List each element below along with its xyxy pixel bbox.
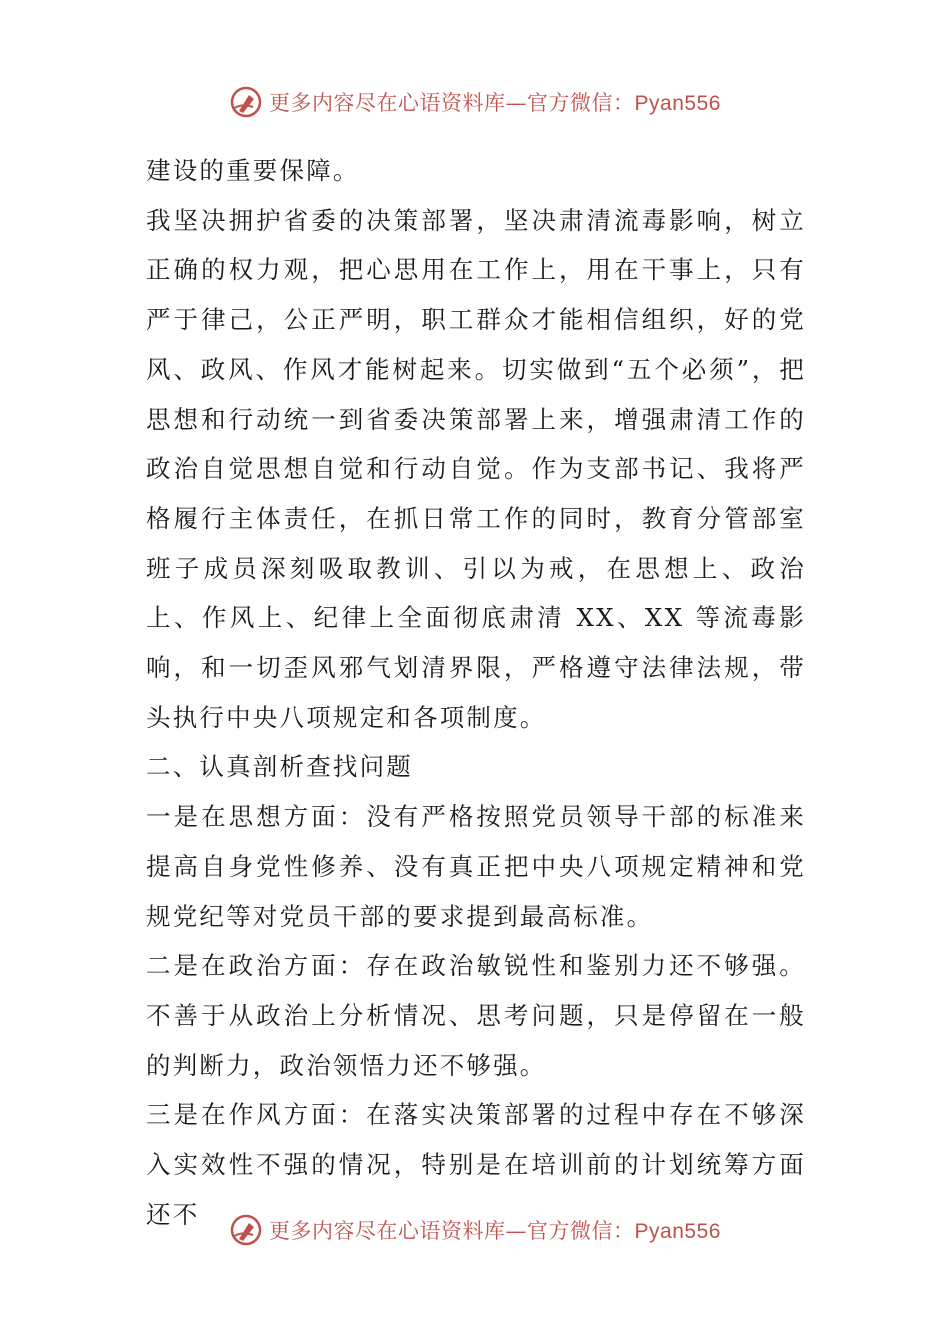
- paragraph: 三是在作风方面：在落实决策部署的过程中存在不够深入实效性不强的情况，特别是在培训前的计划统筹方面还不: [146, 1100, 806, 1229]
- section-heading: 二、认真剖析查找问题: [146, 752, 413, 782]
- paragraph: 二是在政治方面：存在政治敏锐性和鉴别力还不够强。不善于从政治上分析情况、思考问题，只是停留在一般的判断力，政治领悟力还不够强。: [146, 951, 806, 1080]
- pen-nib-circle-icon: [229, 85, 263, 119]
- watermark-text: 更多内容尽在心语资料库—官方微信：Pyan556: [269, 1219, 721, 1243]
- paragraph: 建设的重要保障。: [146, 156, 360, 185]
- document-body: [146, 146, 806, 1239]
- pen-nib-circle-icon: [229, 1213, 263, 1247]
- footer-watermark: [0, 1210, 950, 1250]
- paragraph: 我坚决拥护省委的决策部署，坚决肃清流毒影响，树立正确的权力观，把心思用在工作上，用在干事上，只有严于律己，公正严明，职工群众才能相信组织，好的党风、政风、作风才能树起来。切实做到“五个必须”，把思想和行动统一到省委决策部署上来，增强肃清工作的政治自觉思想自觉和行动自觉。作为支部书记、我将严格履行主体责任，在抓日常工作的同时，教育分管部室班子成员深刻吸取教训、引以为戒，在思想上、政治上、作风上、纪律上全面彻底肃清 XX、XX 等流毒影响，和一切歪风邪气划清界限，严格遵守法律法规，带头执行中央八项规定和各项制度。: [146, 205, 806, 732]
- paragraph: 一是在思想方面：没有严格按照党员领导干部的标准来提高自身党性修养、没有真正把中央八项规定精神和党规党纪等对党员干部的要求提到最高标准。: [146, 802, 806, 931]
- watermark-text: 更多内容尽在心语资料库—官方微信：Pyan556: [269, 91, 721, 115]
- header-watermark: [0, 82, 950, 122]
